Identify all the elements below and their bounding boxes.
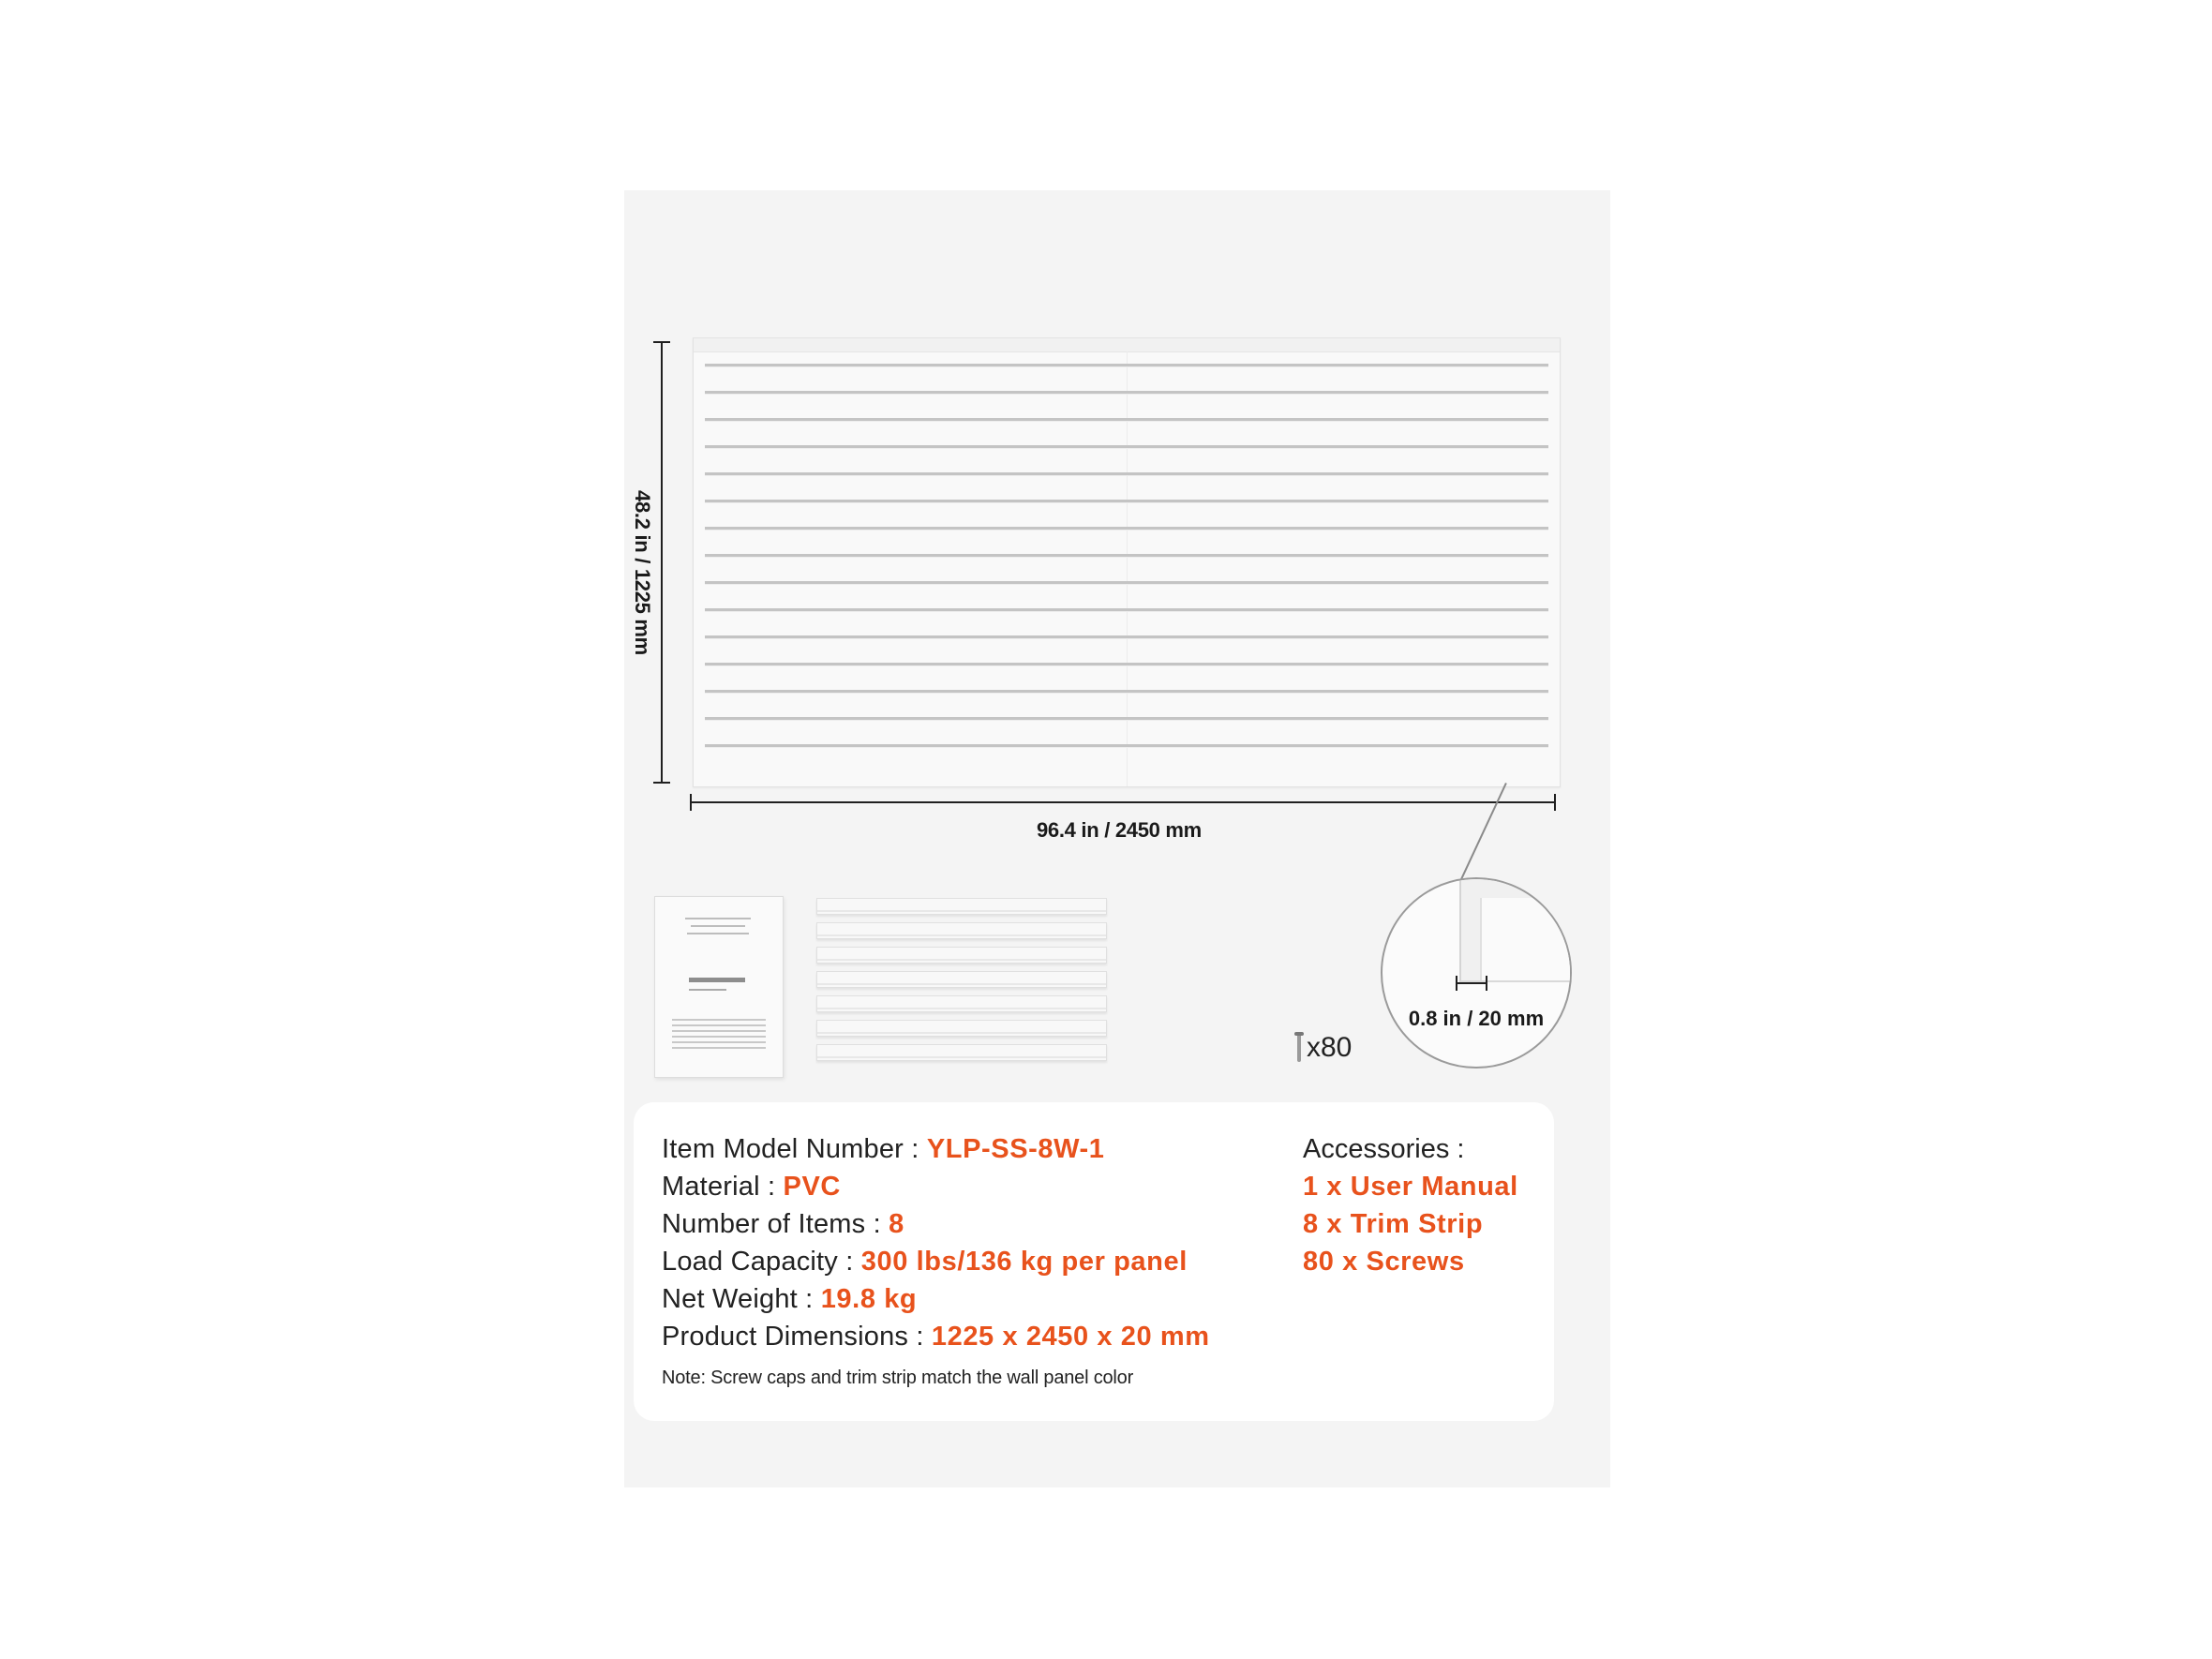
panel-slot — [705, 744, 1548, 748]
height-dimension-label: 48.2 in / 1225 mm — [631, 490, 654, 655]
thickness-dimension-label: 0.8 in / 20 mm — [1408, 1007, 1545, 1030]
spec-row-load — [662, 1247, 1188, 1278]
trim-strip-image — [816, 922, 1107, 939]
manual-text-line — [672, 1047, 766, 1049]
spec-row-dimensions — [662, 1322, 1210, 1353]
spec-value: YLP-SS-8W-1 — [926, 1134, 1105, 1164]
panel-slot — [705, 554, 1548, 558]
manual-line — [685, 918, 751, 919]
panel-slot — [705, 581, 1548, 585]
panel-slot — [705, 717, 1548, 721]
spec-key: Material : — [662, 1172, 784, 1202]
spec-key: Item Model Number : — [662, 1134, 927, 1164]
manual-text-line — [672, 1036, 766, 1038]
width-dimension-line — [690, 801, 1556, 803]
spec-row-weight — [662, 1284, 917, 1315]
trim-strip-image — [816, 947, 1107, 964]
spec-key: Number of Items : — [662, 1209, 889, 1239]
height-dimension-line — [661, 341, 663, 784]
spec-value: 19.8 kg — [820, 1284, 918, 1314]
detail-leader-line — [1457, 783, 1507, 886]
trim-strip-image — [816, 1020, 1107, 1037]
trim-strip-image — [816, 995, 1107, 1012]
manual-line — [687, 933, 749, 934]
accessory-item: 1 x User Manual — [1303, 1172, 1518, 1202]
user-manual-image — [654, 896, 784, 1078]
panel-top-edge — [694, 338, 1560, 352]
panel-edge-inner — [1480, 898, 1572, 980]
spec-row-items — [662, 1209, 904, 1240]
manual-text-line — [672, 1024, 766, 1026]
panel-slot — [705, 527, 1548, 531]
thickness-detail-circle — [1381, 877, 1572, 1069]
spec-value: 300 lbs/136 kg per panel — [860, 1247, 1188, 1277]
width-dimension-label: 96.4 in / 2450 mm — [1037, 818, 1202, 842]
panel-slot — [705, 445, 1548, 449]
manual-line — [689, 989, 726, 991]
manual-text-line — [672, 1019, 766, 1021]
panel-slot — [705, 418, 1548, 422]
manual-text-line — [672, 1030, 766, 1032]
accessory-item: 80 x Screws — [1303, 1247, 1465, 1277]
panel-slot — [705, 364, 1548, 367]
thickness-dimension-line — [1456, 982, 1487, 984]
screw-count-label: x80 — [1307, 1032, 1353, 1063]
spec-value: PVC — [783, 1172, 841, 1202]
spec-key: Product Dimensions : — [662, 1322, 932, 1352]
spec-key: Net Weight : — [662, 1284, 821, 1314]
trim-strip-image — [816, 971, 1107, 988]
screw-icon — [1297, 1034, 1301, 1062]
spec-row-material — [662, 1172, 841, 1203]
panel-slot — [705, 472, 1548, 476]
specifications-box — [634, 1102, 1554, 1421]
panel-slot — [705, 635, 1548, 639]
spec-value: 8 — [889, 1209, 904, 1239]
manual-title-mark — [689, 978, 745, 982]
manual-text-line — [672, 1041, 766, 1043]
slatwall-panel-image — [693, 337, 1561, 787]
panel-slot — [705, 500, 1548, 503]
spec-value: 1225 x 2450 x 20 mm — [931, 1322, 1210, 1352]
panel-slot — [705, 690, 1548, 694]
panel-seam — [1127, 351, 1128, 786]
panel-slot — [705, 663, 1548, 666]
trim-strip-image — [816, 1044, 1107, 1061]
manual-line — [691, 925, 745, 927]
spec-row-model — [662, 1134, 1105, 1165]
panel-slot — [705, 608, 1548, 612]
trim-strip-image — [816, 898, 1107, 915]
color-match-note: Note: Screw caps and trim strip match the wall panel color — [662, 1368, 1134, 1388]
product-info-card — [624, 190, 1610, 1487]
panel-slot — [705, 391, 1548, 395]
spec-key: Load Capacity : — [662, 1247, 861, 1277]
accessories-title: Accessories : — [1303, 1134, 1465, 1164]
accessory-item: 8 x Trim Strip — [1303, 1209, 1484, 1239]
